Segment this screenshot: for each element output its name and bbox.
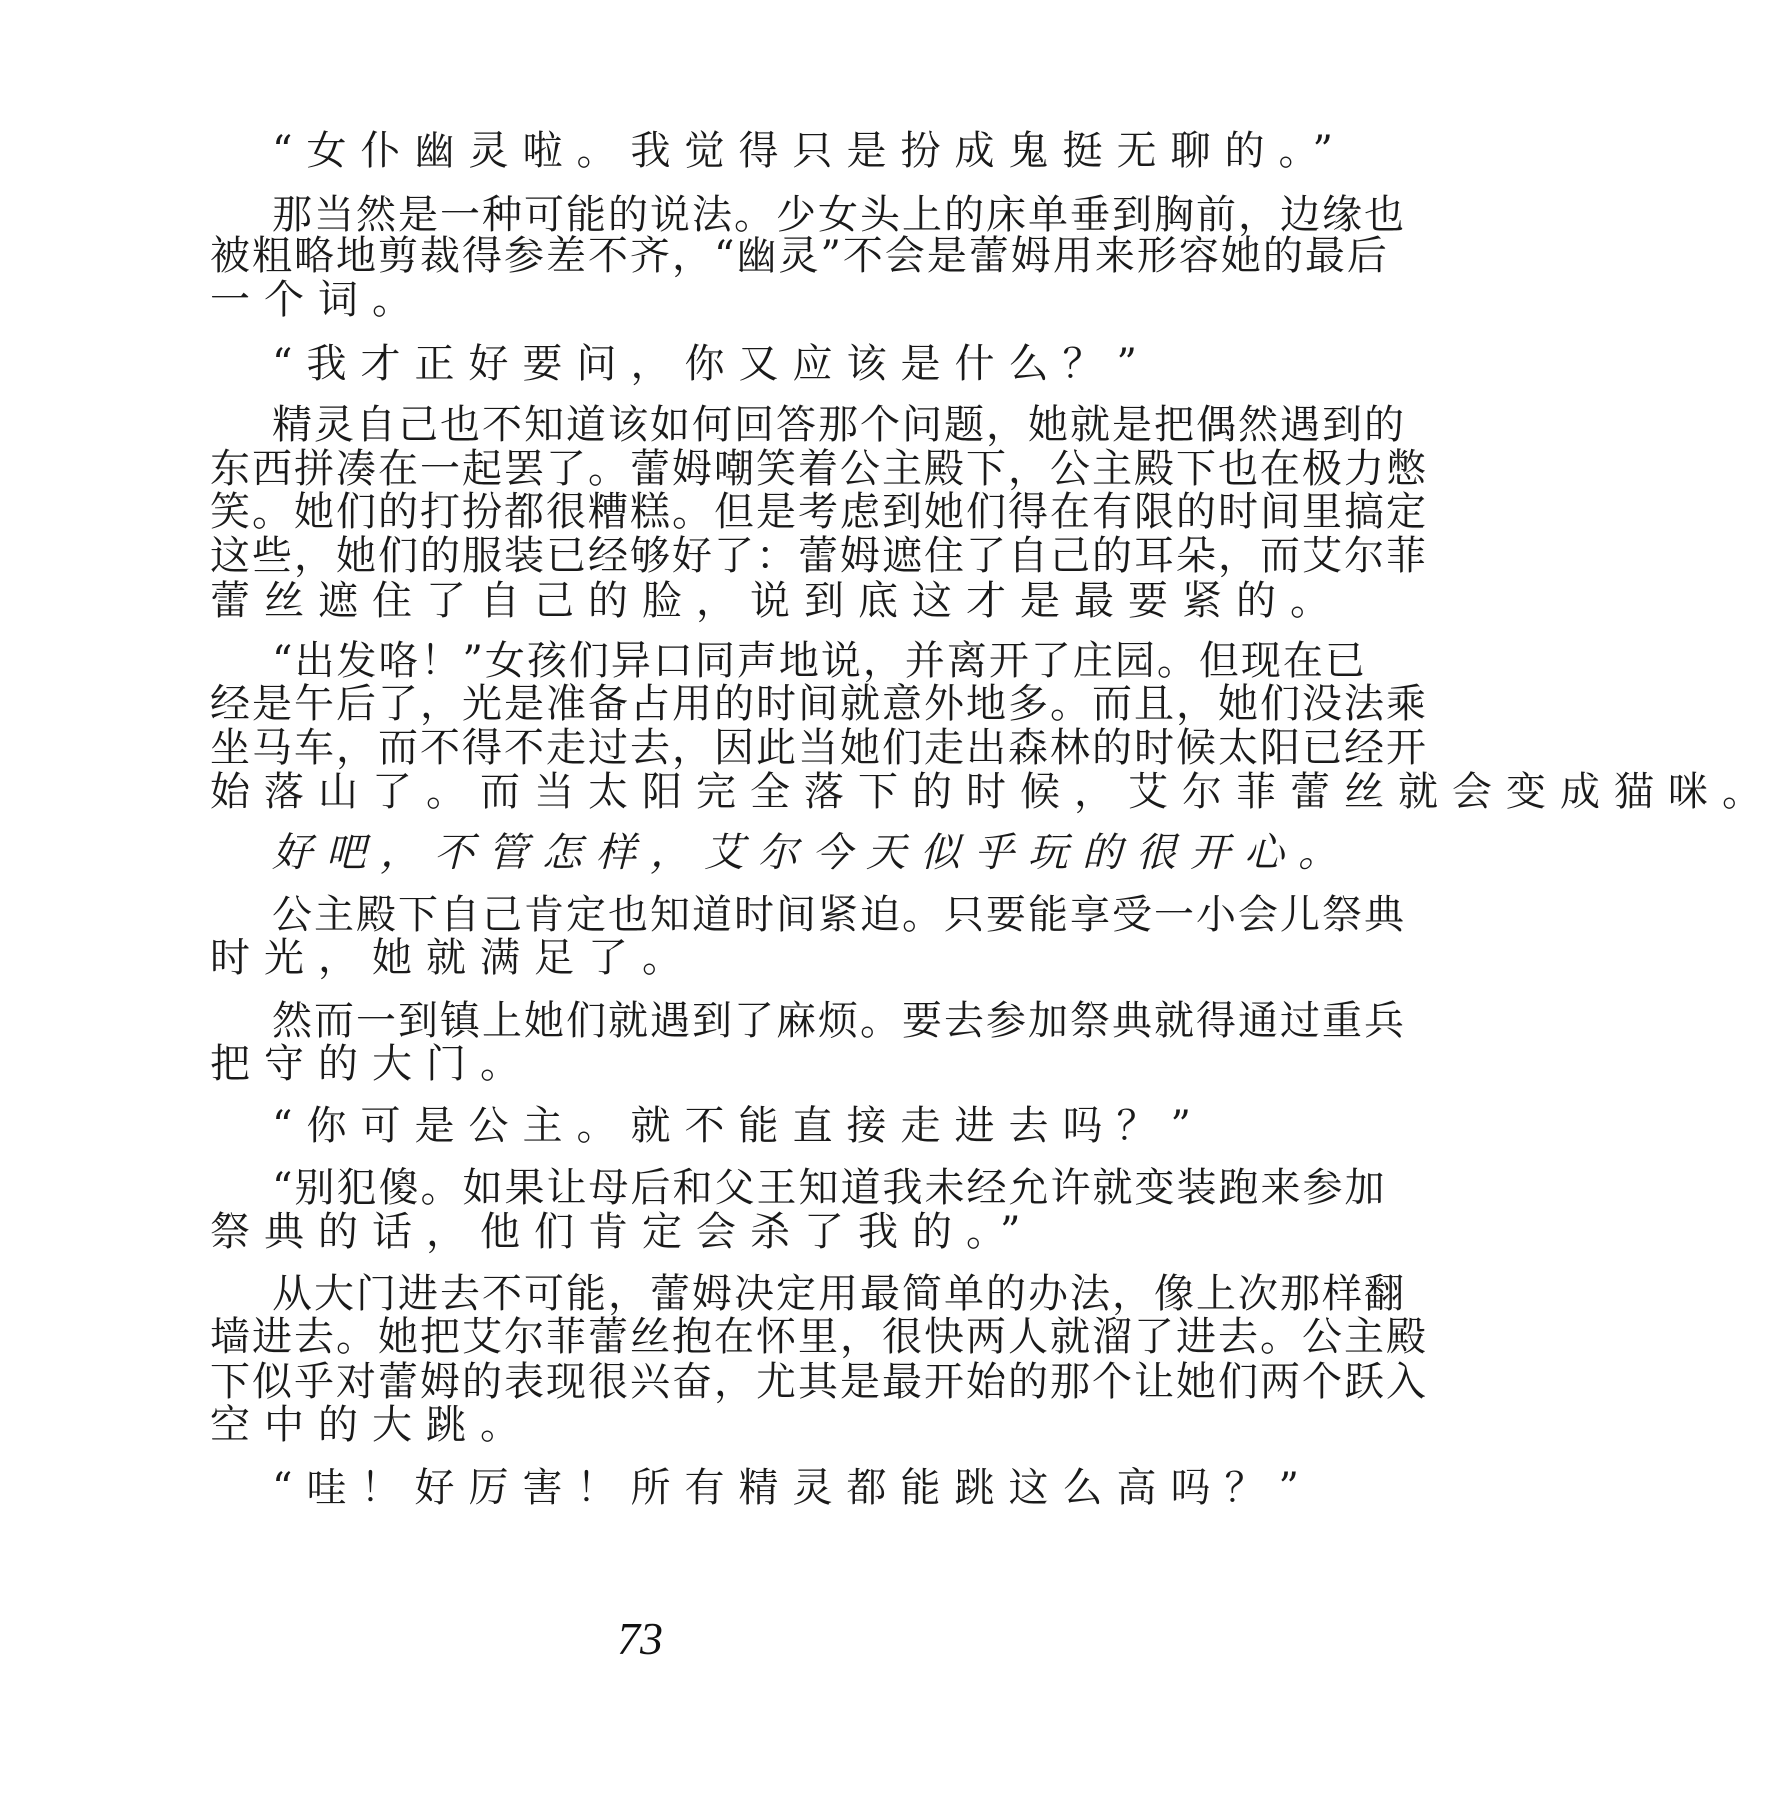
text-line: 祭典的话，他们肯定会杀了我的。” <box>210 1209 1035 1255</box>
text-line: 这些，她们的服装已经够好了：蕾姆遮住了自己的耳朵，而艾尔菲 <box>210 533 1428 579</box>
text-line: 一个词。 <box>210 277 426 323</box>
text-line: “我才正好要问，你又应该是什么？” <box>272 341 1151 387</box>
text-line: 把守的大门。 <box>210 1041 534 1087</box>
text-line: 经是午后了，光是准备占用的时间就意外地多。而且，她们没法乘 <box>210 681 1428 727</box>
text-line: 蕾丝遮住了自己的脸，说到底这才是最要紧的。 <box>210 578 1344 624</box>
text-line: 那当然是一种可能的说法。少女头上的床单垂到胸前，边缘也 <box>272 192 1406 238</box>
text-line: 坐马车，而不得不走过去，因此当她们走出森林的时候太阳已经开 <box>210 725 1428 771</box>
text-line: “你可是公主。就不能直接走进去吗？” <box>272 1103 1205 1149</box>
text-line: 然而一到镇上她们就遇到了麻烦。要去参加祭典就得通过重兵 <box>272 998 1406 1044</box>
text-line: 笑。她们的打扮都很糟糕。但是考虑到她们得在有限的时间里搞定 <box>210 489 1428 535</box>
text-line: 时光，她就满足了。 <box>210 935 696 981</box>
text-line: 公主殿下自己肯定也知道时间紧迫。只要能享受一小会儿祭典 <box>272 892 1406 938</box>
page-number: 73 <box>617 1613 663 1664</box>
text-line: 下似乎对蕾姆的表现很兴奋，尤其是最开始的那个让她们两个跃入 <box>210 1359 1428 1405</box>
text-line: 墙进去。她把艾尔菲蕾丝抱在怀里，很快两人就溜了进去。公主殿 <box>210 1314 1428 1360</box>
text-line: 东西拼凑在一起罢了。蕾姆嘲笑着公主殿下，公主殿下也在极力憋 <box>210 446 1428 492</box>
text-line: “出发咯！”女孩们异口同声地说，并离开了庄园。但现在已 <box>272 638 1367 684</box>
text-line: 被粗略地剪裁得参差不齐，“幽灵”不会是蕾姆用来形容她的最后 <box>210 233 1389 279</box>
text-line: “女仆幽灵啦。我觉得只是扮成鬼挺无聊的。” <box>272 128 1347 174</box>
text-line: 始落山了。而当太阳完全落下的时候，艾尔菲蕾丝就会变成猫咪。 <box>210 769 1776 815</box>
text-line: “别犯傻。如果让母后和父王知道我未经允许就变装跑来参加 <box>272 1165 1387 1211</box>
text-line: 空中的大跳。 <box>210 1402 534 1448</box>
text-line: 精灵自己也不知道该如何回答那个问题，她就是把偶然遇到的 <box>272 402 1406 448</box>
text-line: 好吧，不管怎样，艾尔今天似乎玩的很开心。 <box>272 830 1352 876</box>
text-line: “哇！好厉害！所有精灵都能跳这么高吗？” <box>272 1465 1313 1511</box>
text-line: 从大门进去不可能，蕾姆决定用最简单的办法，像上次那样翻 <box>272 1271 1406 1317</box>
